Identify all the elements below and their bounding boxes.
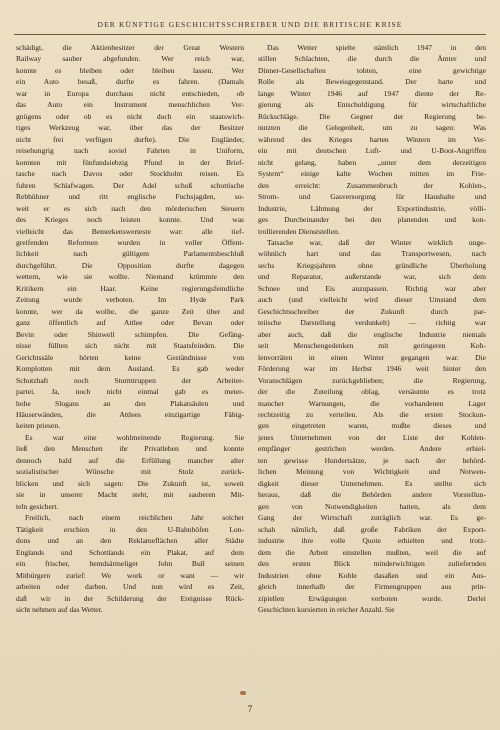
text-line: war in Europa durchaus nicht entschieden, ob: [16, 88, 244, 98]
text-line: den erreicht: Zusammenbruch der Kohlen-,: [258, 180, 486, 190]
text-line: daß wir in der Schilderung der Ereignisse Rück-: [16, 593, 244, 603]
text-line: jenes Unternehmen von der Liste der Kohlen-: [258, 432, 486, 442]
text-line: auch (und vielleicht wird dieser Umstand dem: [258, 295, 486, 305]
text-line: ein frischer, hemdsärmeliger John Bull seinen: [16, 559, 244, 569]
text-line: Gerichtssäle hörten keine Geständnisse von: [16, 352, 244, 362]
text-line: lenvorräten in einen Winter gegangen war. Die: [258, 352, 486, 362]
text-line: arbeiten oder darben. Und nun wird es Zeit,: [16, 582, 244, 592]
text-line: mancher Warnungen, die vorhandenen Lager: [258, 398, 486, 408]
text-line: Komplotten mit dem Ausland. Es gab weder: [16, 364, 244, 374]
text-line: wöhnlich hart und das Transportwesen, nach: [258, 249, 486, 259]
text-line: Kritikern ein Haar. Keine regierungsfeindliche: [16, 283, 244, 293]
text-line: gierung als Entschuldigung für wirtschaftliche: [258, 100, 486, 110]
text-line: ein Auto besaß, durfte es fahren. (Damals: [16, 77, 244, 87]
text-line: aber auch, daß die englische Industrie niemals: [258, 329, 486, 339]
text-line: gnügens oder ob es nicht doch ein staatswich-: [16, 111, 244, 121]
page-number: 7: [247, 704, 253, 714]
text-line: des Krieges noch leisten konnte. Und was: [16, 215, 244, 225]
text-line: Bevin oder Shinwell schimpfen. Die Gefäng-: [16, 329, 244, 339]
text-line: konnte es bleiben oder bleiben lassen. Wer: [16, 65, 244, 75]
text-line: dons und an den Reklameflächen aller Städte: [16, 536, 244, 546]
text-line: sicht nehmen auf das Wetter.: [16, 604, 103, 614]
text-line: Strom- und Gasversorgung für Haushalte und: [258, 192, 486, 202]
text-line: Schnee und Eis anzupassen. Richtig war aber: [258, 283, 486, 293]
text-line: nicht frei verfügen durfte). Die Engländer,: [16, 134, 244, 144]
text-line: der die Zuteilung oblag, versäumte es trotz: [258, 387, 486, 397]
ornament-mark: [240, 691, 246, 695]
text-line: konnten mit fünfundsiebzig Pfund in der Brief-: [16, 157, 244, 167]
text-line: Rolle als Beweisgegenstand. Der harte und: [258, 77, 486, 87]
text-line: fuhren Schlafwagen. Der Adel schoß schottische: [16, 180, 244, 190]
text-line: Zeitung wurde verboten. Im Hyde Park: [16, 295, 244, 305]
text-line: nisse füllten sich nicht mit Staatsfeinden. Die: [16, 341, 244, 351]
text-line: dennoch bald auf die Erfüllung mancher alter: [16, 455, 244, 465]
text-line: weit er es sich nach den mörderischen Steuern: [16, 203, 244, 213]
text-line: sie in unserer Macht steht, mit sauberen Mit-: [16, 490, 244, 500]
text-line: hohe Slogans an den Plakatsäulen und: [16, 398, 244, 408]
text-line: durchgeführt. Die Opposition durfte dagegen: [16, 260, 244, 270]
text-line: während des Krieges harten Wintern im Ver-: [258, 134, 486, 144]
text-line: trollierenden Dienststellen.: [258, 226, 340, 236]
text-line: den ersten Blick minderwichtigen zuliefernden: [258, 559, 486, 569]
text-line: dem die Arbeit einstellen mußten, weil die auf: [258, 547, 486, 557]
text-line: Industrie, Lähmung der Exportindustrie, völli-: [258, 203, 486, 213]
text-line: schah nämlich, daß große Fabriken der Export-: [258, 524, 486, 534]
text-line: Schutzhaft noch Sturmtruppen der Arbeiter-: [16, 375, 244, 385]
text-line: Es war eine wohlmeinende Regierung. Sie: [25, 432, 244, 442]
text-line: digkeit dieser Unternehmen. Es stellte sich: [258, 478, 486, 488]
text-line: zipiellen Erwägungen verboten wurde. Derlei: [258, 593, 486, 603]
text-line: Gang der Wirtschaft zuträglich war. Es ge-: [258, 513, 486, 523]
text-line: vielleicht das Bemerkenswerteste war: alle tief-: [16, 226, 244, 236]
text-line: schädigt, die Aktienbesitzer der Great Western: [16, 43, 244, 52]
text-line: Freilich, nach einem reichlichen Jahr solcher: [25, 513, 244, 523]
text-line: Häuserwänden, die Attlees einzigartige Fähig-: [16, 410, 244, 419]
text-line: ein mit deutschen Luft- und U-Boot-Angriffen: [258, 146, 486, 156]
text-line: empfänger gestrichen werden. Andere erhiel-: [258, 444, 486, 454]
text-line: nutzten die Gelegenheit, um zu sagen: Was: [258, 123, 486, 133]
text-line: ten gewisse Hundertsätze, je nach der behörd-: [258, 455, 486, 465]
text-line: ließ den Menschen ihr Privatleben und konnte: [16, 444, 244, 454]
text-line: reisehungrig nach soviel Fahrten in Uniform,: [16, 146, 244, 156]
text-line: Railway sauber abgefunden. Wer reich war,: [16, 54, 244, 64]
text-line: Tatsache war, daß der Winter wirklich unge-: [267, 237, 486, 247]
text-line: seit Menschengedenken mit geringeren Koh-: [258, 341, 486, 351]
right-text-column: [258, 42, 486, 615]
text-line: stillen Schlachten, die durch die Ämter und: [258, 54, 486, 64]
running-header: DER KÜNFTIGE GESCHICHTSSCHREIBER UND DIE BRITISCHE KRISE: [97, 20, 403, 29]
text-line: Dinner-Gesellschaften tobten, eine gewichtige: [258, 65, 486, 75]
text-line: Geschichtsschreiber der Zukunft durch par-: [258, 306, 486, 316]
text-line: teln gesichert.: [16, 501, 59, 511]
text-line: keiten priesen.: [16, 421, 61, 431]
text-line: System“ einige kalte Wochen mitten im Frie-: [258, 169, 486, 179]
column-gutter: [245, 44, 246, 684]
text-line: Förderung war im Herbst 1946 weit hinter den: [258, 364, 486, 374]
text-line: rechtzeitig zu verteilen. Als die ersten Stockun-: [258, 410, 486, 419]
text-line: partei. Ja, noch nicht einmal gab es meter-: [16, 387, 244, 397]
text-line: gleich innerhalb der Firmengruppen aus prin-: [258, 582, 486, 592]
text-line: tiges Werkzeug war, über das der Besitzer: [16, 123, 244, 133]
text-line: nicht gelang, haben „unter dem derzeitigen: [258, 157, 486, 167]
text-line: sechs Kriegsjahren ohne gründliche Überholung: [258, 260, 486, 270]
text-line: konnte, wer da wollte, die ganze Zeit über and: [16, 306, 244, 316]
text-line: industrie ihre volle Quote erhielten und trotz-: [258, 536, 486, 546]
header-rule: [14, 34, 486, 35]
text-line: Geschichten kursierten in reicher Anzahl. Sie: [258, 604, 395, 614]
text-line: ges Durcheinander bei den planenden und kon-: [258, 215, 486, 225]
text-line: lichen Meinung von Wichtigkeit und Notwen-: [258, 467, 486, 477]
left-text-column: [16, 42, 244, 615]
text-line: Mitbürgern zurief: We work or want — wir: [16, 570, 244, 580]
text-line: Voranschlägen zurückgeblieben; die Regierung,: [258, 375, 486, 385]
text-line: lange Winter 1946 auf 1947 diente der Re-: [258, 88, 486, 98]
text-line: Englands und Schottlands ein Plakat, auf dem: [16, 547, 244, 557]
text-line: Industrien ohne Kohle dasaßen und ein Aus-: [258, 570, 486, 580]
text-line: tasche nach Davos oder Stockholm reisen. Es: [16, 169, 244, 179]
text-line: blicken und sich sagen: Die Zukunft ist, soweit: [16, 478, 244, 488]
text-line: sozialistischer Wünsche mit Stolz zurück-: [16, 467, 244, 477]
text-line: heraus, daß die Behörden andere Vorstellun-: [258, 490, 486, 500]
text-line: das Auto ein Instrument menschlichen Ver-: [16, 100, 244, 110]
text-line: wettern, wie sie wollte. Niemand krümmte den: [16, 272, 244, 282]
text-line: Das Wetter spielte nämlich 1947 in den: [267, 43, 486, 52]
text-line: teiische Darstellung verdunkelt) — richtig war: [258, 318, 486, 328]
text-line: Rebhühner und ritt englische Fuchsjagden, so-: [16, 192, 244, 202]
text-line: gen eingetreten waren, mußte dieses und: [258, 421, 486, 431]
text-line: lichkeit nach gültigem Parlamentsbeschluß: [16, 249, 244, 259]
text-line: Rückschläge. Die Gegner der Regierung be-: [258, 111, 486, 121]
text-line: greifenden Reformen wurden in voller Öffent-: [16, 237, 244, 247]
text-line: gen von Notwendigkeiten hatten, als dem: [258, 501, 486, 511]
text-line: und Reparatur, außerstande war, sich dem: [258, 272, 486, 282]
text-line: Tätigkeit erschien in den U-Bahnhöfen Lon-: [16, 524, 244, 534]
text-line: ganz öffentlich auf Attlee oder Bevan oder: [16, 318, 244, 328]
